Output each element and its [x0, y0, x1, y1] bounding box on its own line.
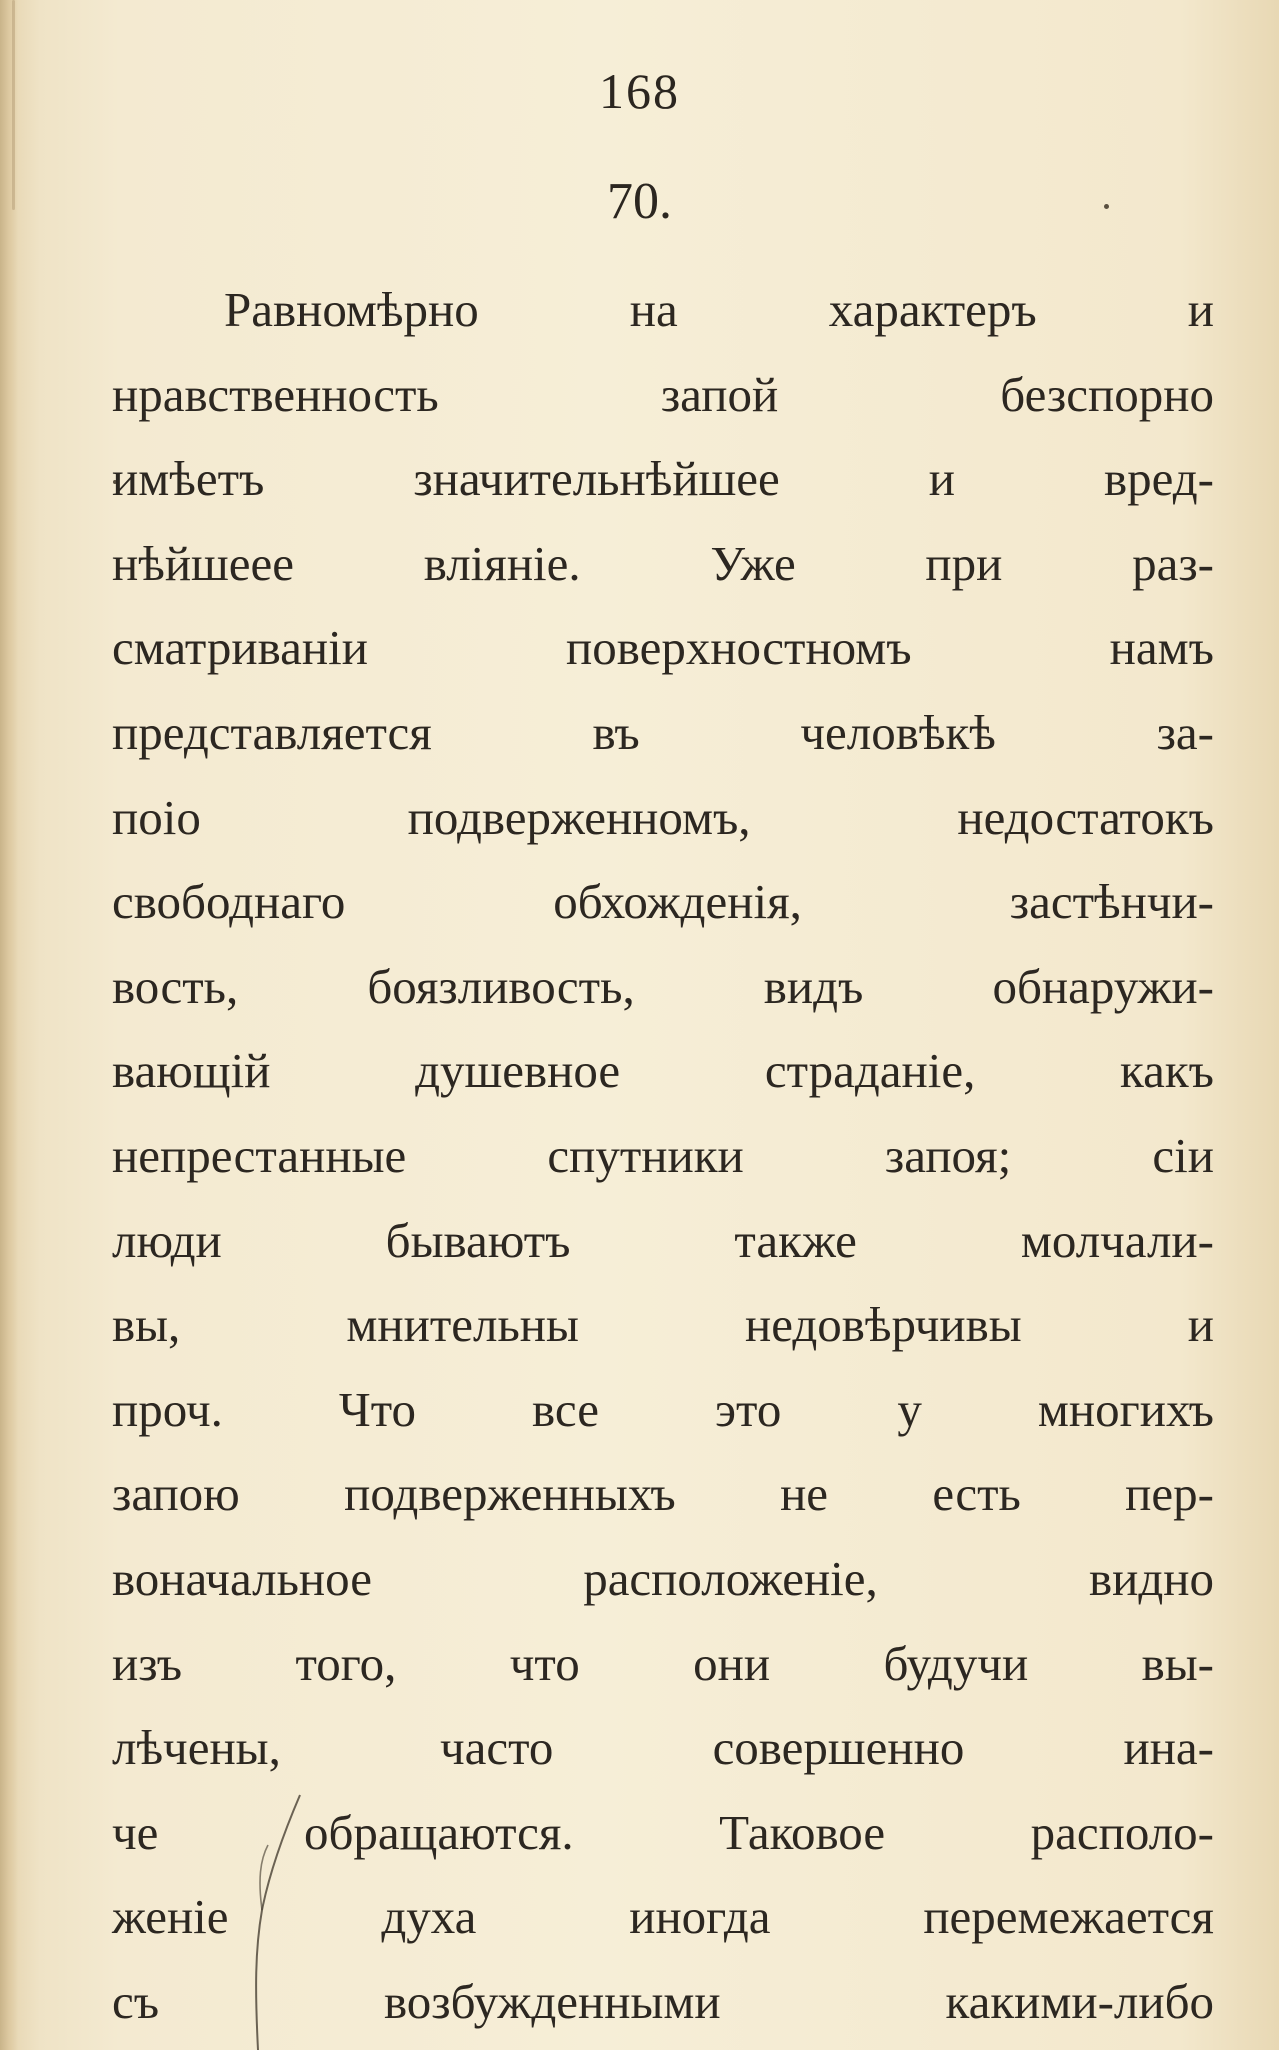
word: они — [693, 1635, 771, 1691]
word: недостатокъ — [957, 789, 1214, 845]
word: поіо — [112, 789, 201, 845]
text-line — [112, 1622, 1214, 1707]
text-line — [112, 1199, 1214, 1284]
word: застѣнчи- — [1009, 874, 1214, 930]
word: вы- — [1141, 1635, 1214, 1691]
word: женіе — [112, 1889, 229, 1945]
page-number: 168 — [599, 63, 680, 119]
word: Равномѣрно — [224, 282, 479, 337]
text-line — [112, 353, 1214, 438]
text-line — [112, 1452, 1214, 1537]
word: какъ — [1120, 1043, 1214, 1099]
word: нравственность — [112, 366, 439, 422]
word: сматриваніи — [112, 620, 368, 676]
text-line — [112, 522, 1214, 607]
word: и — [928, 451, 955, 507]
word: подверженномъ, — [407, 789, 751, 845]
word: обращаются. — [303, 1804, 574, 1860]
word: вость, — [112, 958, 239, 1014]
word: это — [715, 1381, 782, 1437]
word: видъ — [763, 958, 864, 1014]
word: лѣчены, — [112, 1720, 281, 1776]
word: поверхностномъ — [566, 620, 912, 676]
text-line — [112, 1114, 1214, 1199]
word: расположеніе, — [583, 1550, 878, 1606]
word: съ — [112, 1973, 160, 2029]
word: обхожденія, — [553, 874, 802, 930]
word: вліяніе. — [423, 535, 581, 591]
text-line — [112, 1283, 1214, 1368]
word: Таковое — [719, 1804, 886, 1860]
word: что — [509, 1635, 580, 1691]
word: запою — [112, 1466, 240, 1522]
word: вающій — [112, 1043, 271, 1099]
word: безспорно — [1000, 366, 1214, 422]
word: представляется — [112, 704, 432, 760]
word: возбужденными — [383, 1973, 721, 2029]
word: также — [734, 1212, 857, 1268]
text-line — [112, 268, 1214, 353]
word: боязливость, — [367, 958, 635, 1014]
word: будучи — [883, 1635, 1029, 1691]
section-number: 70. — [607, 173, 672, 230]
word: духа — [381, 1889, 477, 1945]
word: воначальное — [112, 1550, 373, 1606]
page-edge-shadow — [0, 0, 18, 2050]
word: запоя; — [884, 1127, 1012, 1183]
word: мнительны — [346, 1297, 579, 1353]
text-line — [112, 1706, 1214, 1791]
word: характеръ — [828, 282, 1037, 337]
word: вред- — [1103, 451, 1214, 507]
word: спутники — [547, 1127, 744, 1183]
word: и — [1187, 1297, 1214, 1353]
word: бываютъ — [385, 1212, 571, 1268]
word: за- — [1156, 704, 1214, 760]
body-text — [112, 268, 1214, 2044]
word: многихъ — [1037, 1381, 1214, 1437]
word: въ — [592, 704, 640, 760]
word: видно — [1088, 1550, 1214, 1606]
word: часто — [440, 1720, 554, 1776]
word: че — [112, 1804, 159, 1860]
word: ина- — [1123, 1720, 1214, 1776]
word: и — [1187, 282, 1214, 337]
word: вы, — [112, 1297, 181, 1353]
text-line — [112, 606, 1214, 691]
word: душевное — [415, 1043, 621, 1099]
word: люди — [112, 1212, 222, 1268]
text-line — [112, 1537, 1214, 1622]
word: значительнѣйшее — [413, 451, 780, 507]
word: того, — [295, 1635, 397, 1691]
word: располо- — [1030, 1804, 1214, 1860]
text-line — [112, 1029, 1214, 1114]
word: не — [780, 1466, 829, 1522]
word: на — [629, 282, 678, 337]
word: проч. — [112, 1381, 223, 1437]
word: совершенно — [712, 1720, 965, 1776]
text-line — [112, 860, 1214, 945]
word: нѣйшеее — [112, 535, 295, 591]
word: Уже — [710, 535, 796, 591]
text-line — [112, 945, 1214, 1030]
word: непрестанные — [112, 1127, 407, 1183]
text-line — [112, 1791, 1214, 1876]
word: иногда — [629, 1889, 771, 1945]
word: имѣетъ — [112, 451, 265, 507]
word: недовѣрчивы — [745, 1297, 1022, 1353]
word: Что — [338, 1381, 417, 1437]
word: пер- — [1125, 1466, 1214, 1522]
text-line — [112, 1368, 1214, 1453]
word: какими-либо — [945, 1973, 1214, 2029]
word: при — [925, 535, 1003, 591]
word: раз- — [1132, 535, 1214, 591]
word: свободнаго — [112, 874, 346, 930]
ink-speck — [1104, 204, 1109, 209]
word: перемежается — [923, 1889, 1214, 1945]
word: запой — [660, 366, 779, 422]
word: есть — [932, 1466, 1021, 1522]
word: обнаружи- — [992, 958, 1214, 1014]
text-line — [112, 1960, 1214, 2045]
text-line — [112, 437, 1214, 522]
text-line — [112, 776, 1214, 861]
word: страданіе, — [764, 1043, 976, 1099]
word: изъ — [112, 1635, 183, 1691]
word: подверженныхъ — [344, 1466, 676, 1522]
word: намъ — [1109, 620, 1214, 676]
word: все — [532, 1381, 599, 1437]
word: у — [897, 1381, 922, 1437]
word: человѣкѣ — [800, 704, 996, 760]
word: молчали- — [1020, 1212, 1214, 1268]
text-line — [112, 691, 1214, 776]
word: сіи — [1152, 1127, 1214, 1183]
text-line — [112, 1875, 1214, 1960]
